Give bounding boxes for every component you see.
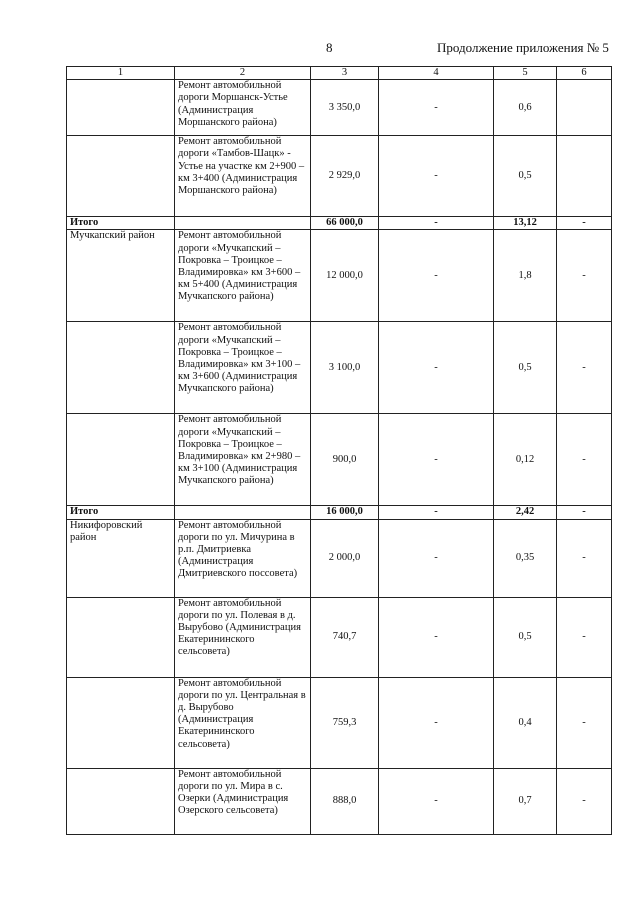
column6-cell: - — [557, 217, 612, 230]
column4-cell: - — [379, 768, 494, 834]
column6-cell: - — [557, 506, 612, 519]
table-row — [67, 322, 612, 414]
column6-cell: - — [557, 230, 612, 322]
column4-cell: - — [379, 506, 494, 519]
column-number: 4 — [379, 67, 494, 80]
sum-cell: 759,3 — [311, 677, 379, 768]
object-cell: Ремонт автомобильной дороги по ул. Полевая в д. Вырубово (Администрация Екатерининского сельсовета) — [175, 597, 311, 677]
length-cell: 1,8 — [494, 230, 557, 322]
column-number: 1 — [67, 67, 175, 80]
column-number: 6 — [557, 67, 612, 80]
object-cell: Ремонт автомобильной дороги «Мучкапский – Покровка – Троицкое – Владимировка» км 3+600 – км 5+400 (Администрация Мучкапского района) — [175, 230, 311, 322]
table-row — [67, 80, 612, 136]
object-cell: Ремонт автомобильной дороги Моршанск-Устье (Администрация Моршанского района) — [175, 80, 311, 136]
column6-cell: - — [557, 597, 612, 677]
length-cell: 0,6 — [494, 80, 557, 136]
column-number: 2 — [175, 67, 311, 80]
column4-cell: - — [379, 230, 494, 322]
total-row — [67, 506, 612, 519]
sum-cell: 888,0 — [311, 768, 379, 834]
column-number-row — [67, 67, 612, 80]
sum-cell: 3 100,0 — [311, 322, 379, 414]
total-row — [67, 217, 612, 230]
column6-cell: - — [557, 768, 612, 834]
table-row — [67, 597, 612, 677]
object-cell: Ремонт автомобильной дороги «Тамбов-Шацк» - Устье на участке км 2+900 – км 3+400 (Администрация Моршанского района) — [175, 136, 311, 217]
length-cell: 0,5 — [494, 322, 557, 414]
length-cell: 2,42 — [494, 506, 557, 519]
sum-cell: 66 000,0 — [311, 217, 379, 230]
sum-cell: 740,7 — [311, 597, 379, 677]
district-cell — [67, 414, 175, 506]
column6-cell: - — [557, 322, 612, 414]
table-row — [67, 136, 612, 217]
length-cell: 0,5 — [494, 136, 557, 217]
object-cell: Ремонт автомобильной дороги по ул. Мичурина в р.п. Дмитриевка (Администрация Дмитриевского поссовета) — [175, 519, 311, 597]
column6-cell: - — [557, 519, 612, 597]
object-cell: Ремонт автомобильной дороги по ул. Мира в с. Озерки (Администрация Озерского сельсовета) — [175, 768, 311, 834]
length-cell: 0,4 — [494, 677, 557, 768]
sum-cell: 3 350,0 — [311, 80, 379, 136]
column4-cell: - — [379, 322, 494, 414]
object-cell — [175, 217, 311, 230]
length-cell: 0,12 — [494, 414, 557, 506]
district-cell — [67, 677, 175, 768]
table-row — [67, 677, 612, 768]
column4-cell: - — [379, 677, 494, 768]
district-cell — [67, 597, 175, 677]
district-cell — [67, 322, 175, 414]
column4-cell: - — [379, 217, 494, 230]
table-row — [67, 414, 612, 506]
column6-cell — [557, 80, 612, 136]
sum-cell: 16 000,0 — [311, 506, 379, 519]
page-number: 8 — [326, 40, 333, 55]
district-cell: Мучкапский район — [67, 230, 175, 322]
column4-cell: - — [379, 136, 494, 217]
column-number: 5 — [494, 67, 557, 80]
column4-cell: - — [379, 414, 494, 506]
district-cell: Итого — [67, 506, 175, 519]
length-cell: 0,35 — [494, 519, 557, 597]
appendix-table — [66, 66, 612, 835]
continuation-heading: Продолжение приложения № 5 — [437, 40, 609, 55]
district-cell — [67, 136, 175, 217]
object-cell — [175, 506, 311, 519]
column4-cell: - — [379, 597, 494, 677]
column6-cell: - — [557, 677, 612, 768]
table-row — [67, 768, 612, 834]
district-cell: Никифоровский район — [67, 519, 175, 597]
table-row — [67, 519, 612, 597]
column6-cell: - — [557, 414, 612, 506]
district-cell — [67, 768, 175, 834]
object-cell: Ремонт автомобильной дороги по ул. Центральная в д. Вырубово (Администрация Екатерининского сельсовета) — [175, 677, 311, 768]
object-cell: Ремонт автомобильной дороги «Мучкапский – Покровка – Троицкое – Владимировка» км 3+100 – км 3+600 (Администрация Мучкапского района) — [175, 322, 311, 414]
table-row — [67, 230, 612, 322]
length-cell: 13,12 — [494, 217, 557, 230]
length-cell: 0,7 — [494, 768, 557, 834]
sum-cell: 12 000,0 — [311, 230, 379, 322]
district-cell — [67, 80, 175, 136]
sum-cell: 2 000,0 — [311, 519, 379, 597]
sum-cell: 2 929,0 — [311, 136, 379, 217]
column-number: 3 — [311, 67, 379, 80]
column4-cell: - — [379, 80, 494, 136]
district-cell: Итого — [67, 217, 175, 230]
length-cell: 0,5 — [494, 597, 557, 677]
object-cell: Ремонт автомобильной дороги «Мучкапский – Покровка – Троицкое – Владимировка» км 2+980 – км 3+100 (Администрация Мучкапского района) — [175, 414, 311, 506]
sum-cell: 900,0 — [311, 414, 379, 506]
column6-cell — [557, 136, 612, 217]
column4-cell: - — [379, 519, 494, 597]
